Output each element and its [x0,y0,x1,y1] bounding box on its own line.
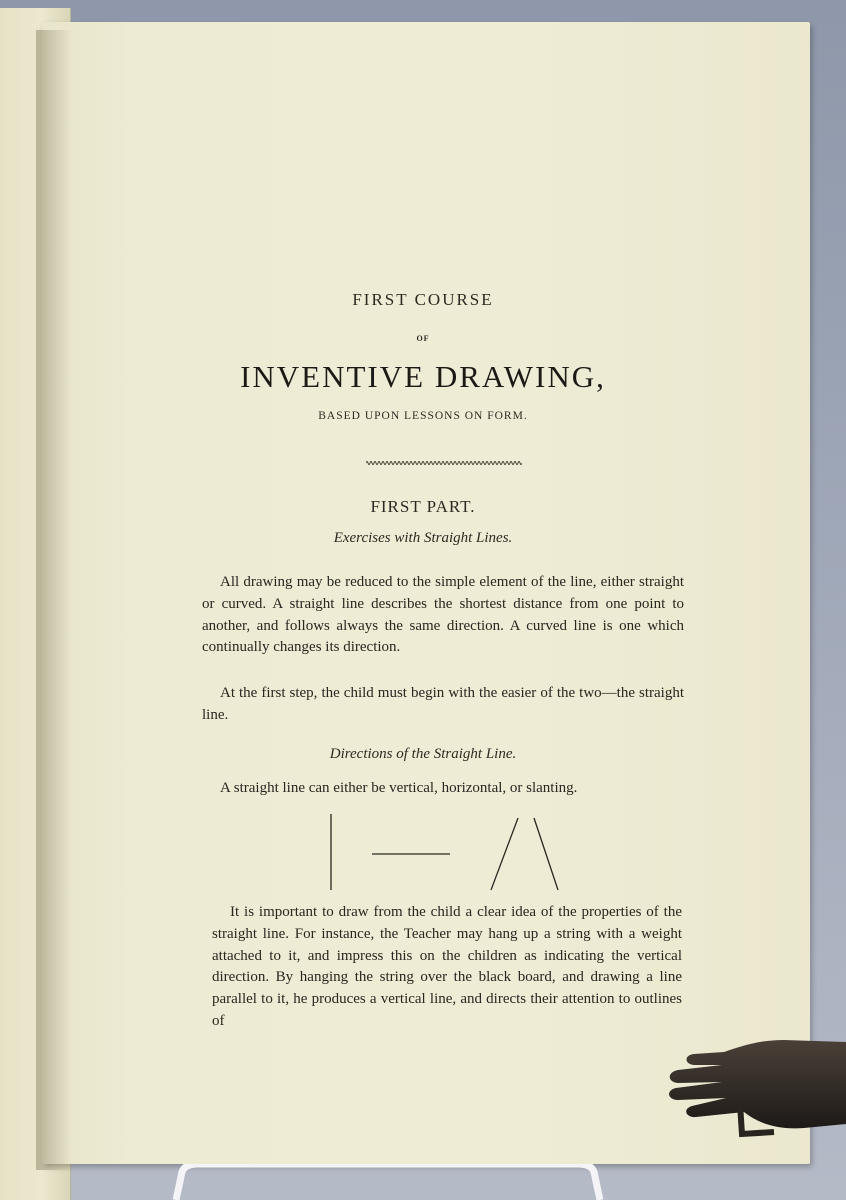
paragraph-2: At the first step, the child must begin with the easier of the two—the straight line. [202,685,684,723]
title-subtitle: BASED UPON LESSONS ON FORM. [318,410,528,422]
paragraph-4: It is important to draw from the child a clear idea of the properties of the straight line. For instance, the Teacher may hang up a string with a weight attached to it, and impress this on the children as indicating the vertical direction. By hanging the string over the black board, and drawing a line parallel to it, he produces a vertical line, and directs their attention to outlines of [212,904,682,1029]
paragraph-3: A straight line can either be vertical, horizontal, or slanting. [220,780,578,796]
main-title: INVENTIVE DRAWING, [240,359,606,394]
section-heading: Directions of the Straight Line. [329,746,517,762]
title-of: OF [416,334,430,343]
straight-lines-figure [320,812,570,894]
hand-page-holder [664,1032,846,1140]
title-line-1: FIRST COURSE [352,290,494,309]
part-heading: FIRST PART. [370,497,476,516]
spine-shadow [36,30,72,1170]
wavy-rule-ornament [366,458,522,468]
part-subheading: Exercises with Straight Lines. [333,530,513,546]
slanting-line-left [491,818,518,890]
paragraph-1: All drawing may be reduced to the simple element of the line, either straight or curved. A straight line describes the shortest distance from one point to another, and follows always the same direction. A curved line is one which continually changes its direction. [202,574,684,656]
slanting-line-right [534,818,558,890]
display-stand [168,1164,608,1200]
